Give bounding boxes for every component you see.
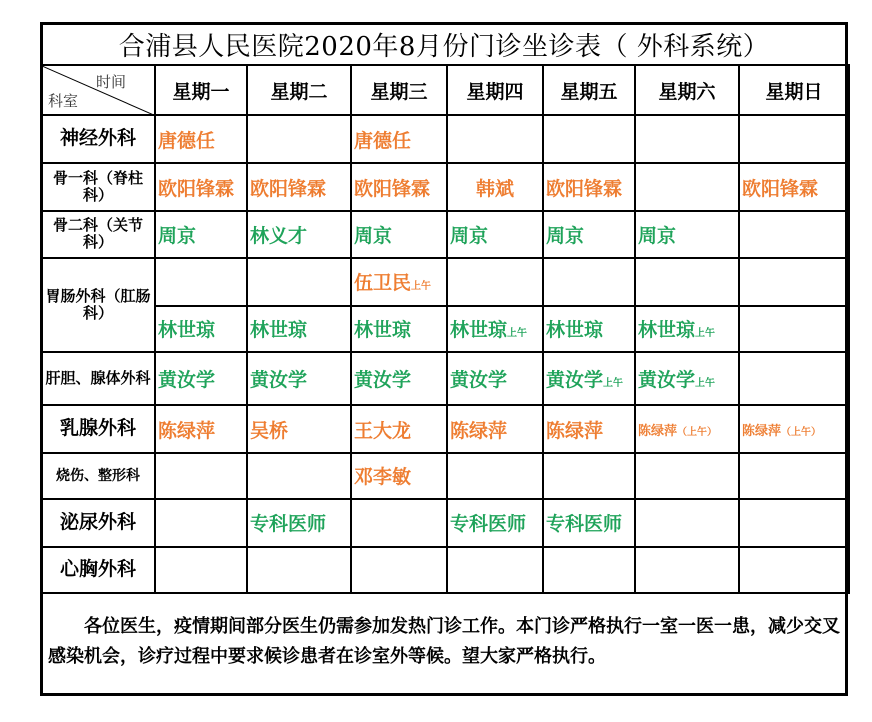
department-label: 乳腺外科 xyxy=(41,405,155,452)
doctor-name: 陈绿萍 xyxy=(546,419,604,442)
doctor-cell xyxy=(447,453,543,499)
doctor-cell xyxy=(739,163,849,210)
doctor-cell xyxy=(247,211,351,258)
doctor-cell xyxy=(247,352,351,405)
doctor-cell xyxy=(155,499,247,546)
doctor-cell xyxy=(543,547,635,593)
doctor-name: 周京 xyxy=(354,224,393,247)
page-title: 合浦县人民医院2020年8月份门诊坐诊表（ 外科系统） xyxy=(118,31,770,62)
corner-time-label: 时间 xyxy=(95,73,126,91)
doctor-cell xyxy=(543,163,635,210)
doctor-name: 黄汝学 xyxy=(158,369,216,392)
doctor-name: 周京 xyxy=(158,224,197,247)
doctor-name: 黄汝学 xyxy=(546,369,604,392)
department-label: 骨一科（脊柱科） xyxy=(41,163,155,210)
schedule-row xyxy=(41,211,849,258)
doctor-cell xyxy=(543,211,635,258)
doctor-name: 专科医师 xyxy=(250,513,327,536)
session-suffix: （上午） xyxy=(781,427,822,439)
doctor-name: 唐德任 xyxy=(354,129,412,152)
day-header: 星期五 xyxy=(543,65,635,115)
doctor-name: 黄汝学 xyxy=(250,369,308,392)
doctor-cell xyxy=(543,115,635,163)
doctor-cell xyxy=(155,258,247,305)
doctor-name: 王大龙 xyxy=(354,419,412,442)
doctor-name: 韩斌 xyxy=(475,177,514,200)
doctor-cell xyxy=(739,453,849,499)
doctor-cell xyxy=(247,499,351,546)
doctor-name: 林世琼 xyxy=(250,319,308,342)
doctor-name: 专科医师 xyxy=(450,513,527,536)
doctor-cell xyxy=(351,499,447,546)
doctor-cell xyxy=(543,258,635,305)
doctor-cell xyxy=(635,163,739,210)
session-suffix: 上午 xyxy=(695,378,716,390)
doctor-cell xyxy=(635,499,739,546)
doctor-cell xyxy=(739,115,849,163)
corner-cell xyxy=(41,65,155,115)
doctor-cell xyxy=(155,547,247,593)
doctor-cell xyxy=(543,306,635,352)
doctor-cell xyxy=(247,163,351,210)
department-label: 心胸外科 xyxy=(41,547,155,593)
doctor-cell xyxy=(155,211,247,258)
doctor-name: 林世琼 xyxy=(546,319,604,342)
schedule-row xyxy=(41,499,849,546)
doctor-name: 吴桥 xyxy=(250,419,289,442)
doctor-cell xyxy=(635,547,739,593)
doctor-cell xyxy=(447,258,543,305)
doctor-cell xyxy=(447,405,543,452)
day-header: 星期三 xyxy=(351,65,447,115)
department-label: 泌尿外科 xyxy=(41,499,155,546)
doctor-cell xyxy=(635,211,739,258)
day-header: 星期六 xyxy=(635,65,739,115)
department-label: 骨二科（关节科） xyxy=(41,211,155,258)
department-label: 神经外科 xyxy=(41,115,155,163)
doctor-cell xyxy=(247,258,351,305)
doctor-cell xyxy=(543,453,635,499)
schedule-body xyxy=(41,115,849,593)
schedule-table xyxy=(40,64,850,594)
doctor-cell xyxy=(447,547,543,593)
doctor-cell xyxy=(351,258,447,305)
schedule-row xyxy=(41,258,849,305)
doctor-cell xyxy=(155,352,247,405)
session-suffix: 上午 xyxy=(411,281,432,293)
schedule-row xyxy=(41,306,849,352)
day-header: 星期二 xyxy=(247,65,351,115)
doctor-cell xyxy=(635,453,739,499)
doctor-name: 林世琼 xyxy=(354,319,412,342)
doctor-cell xyxy=(155,405,247,452)
doctor-cell xyxy=(447,115,543,163)
doctor-cell xyxy=(447,352,543,405)
doctor-cell xyxy=(635,352,739,405)
department-label: 肝胆、腺体外科 xyxy=(41,352,155,405)
doctor-name: 林世琼 xyxy=(638,319,696,342)
doctor-cell xyxy=(247,405,351,452)
doctor-name: 欧阳锋霖 xyxy=(158,177,235,200)
schedule-row xyxy=(41,405,849,452)
doctor-cell xyxy=(739,547,849,593)
doctor-name: 邓李敏 xyxy=(354,466,412,489)
doctor-name: 林世琼 xyxy=(450,319,508,342)
doctor-name: 欧阳锋霖 xyxy=(250,177,327,200)
day-header: 星期日 xyxy=(739,65,849,115)
doctor-cell xyxy=(351,547,447,593)
doctor-name: 陈绿萍 xyxy=(450,419,508,442)
doctor-cell xyxy=(635,258,739,305)
doctor-cell xyxy=(447,163,543,210)
doctor-name: 黄汝学 xyxy=(354,369,412,392)
doctor-cell xyxy=(739,211,849,258)
department-label: 胃肠外科（肛肠科） xyxy=(41,258,155,352)
notice-text: 各位医生，疫情期间部分医生仍需参加发热门诊工作。本门诊严格执行一室一医一患，减少交叉感染机会，诊疗过程中要求候诊患者在诊室外等候。望大家严格执行。 xyxy=(48,616,840,667)
doctor-name: 欧阳锋霖 xyxy=(742,177,819,200)
schedule-row xyxy=(41,163,849,210)
doctor-cell xyxy=(247,115,351,163)
doctor-cell xyxy=(543,352,635,405)
doctor-name: 陈绿萍 xyxy=(638,424,678,440)
doctor-name: 林世琼 xyxy=(158,319,216,342)
doctor-cell xyxy=(635,405,739,452)
header-row xyxy=(41,65,849,115)
doctor-cell xyxy=(351,163,447,210)
doctor-name: 专科医师 xyxy=(546,513,623,536)
doctor-cell xyxy=(543,499,635,546)
doctor-name: 周京 xyxy=(450,224,489,247)
session-suffix: （上午） xyxy=(677,427,718,439)
session-suffix: 上午 xyxy=(695,328,716,340)
doctor-name: 周京 xyxy=(546,224,585,247)
day-header: 星期四 xyxy=(447,65,543,115)
session-suffix: 上午 xyxy=(603,378,624,390)
doctor-cell xyxy=(351,115,447,163)
doctor-cell xyxy=(247,453,351,499)
doctor-cell xyxy=(739,258,849,305)
doctor-cell xyxy=(351,306,447,352)
day-header: 星期一 xyxy=(155,65,247,115)
doctor-cell xyxy=(739,499,849,546)
schedule-row xyxy=(41,547,849,593)
doctor-cell xyxy=(155,115,247,163)
doctor-cell xyxy=(447,306,543,352)
doctor-cell xyxy=(447,499,543,546)
doctor-name: 黄汝学 xyxy=(450,369,508,392)
corner-dept-label: 科室 xyxy=(48,92,79,110)
doctor-cell xyxy=(739,405,849,452)
doctor-cell xyxy=(155,306,247,352)
doctor-cell xyxy=(247,306,351,352)
session-suffix: 上午 xyxy=(507,328,528,340)
doctor-cell xyxy=(447,211,543,258)
doctor-name: 唐德任 xyxy=(158,129,216,152)
doctor-cell xyxy=(247,547,351,593)
schedule-row xyxy=(41,115,849,163)
doctor-name: 欧阳锋霖 xyxy=(354,177,431,200)
doctor-cell xyxy=(543,405,635,452)
department-label: 烧伤、整形科 xyxy=(41,453,155,499)
doctor-cell xyxy=(739,352,849,405)
doctor-name: 黄汝学 xyxy=(638,369,696,392)
doctor-cell xyxy=(739,306,849,352)
doctor-cell xyxy=(351,405,447,452)
schedule-row xyxy=(41,352,849,405)
doctor-cell xyxy=(155,453,247,499)
doctor-name: 陈绿萍 xyxy=(158,419,216,442)
schedule-row xyxy=(41,453,849,499)
doctor-cell xyxy=(635,115,739,163)
doctor-name: 林义才 xyxy=(250,224,308,247)
doctor-cell xyxy=(635,306,739,352)
doctor-cell xyxy=(351,211,447,258)
doctor-cell xyxy=(155,163,247,210)
doctor-name: 欧阳锋霖 xyxy=(546,177,623,200)
doctor-name: 周京 xyxy=(638,224,677,247)
doctor-name: 伍卫民 xyxy=(354,272,412,295)
doctor-name: 陈绿萍 xyxy=(742,424,782,440)
doctor-cell xyxy=(351,453,447,499)
doctor-cell xyxy=(351,352,447,405)
